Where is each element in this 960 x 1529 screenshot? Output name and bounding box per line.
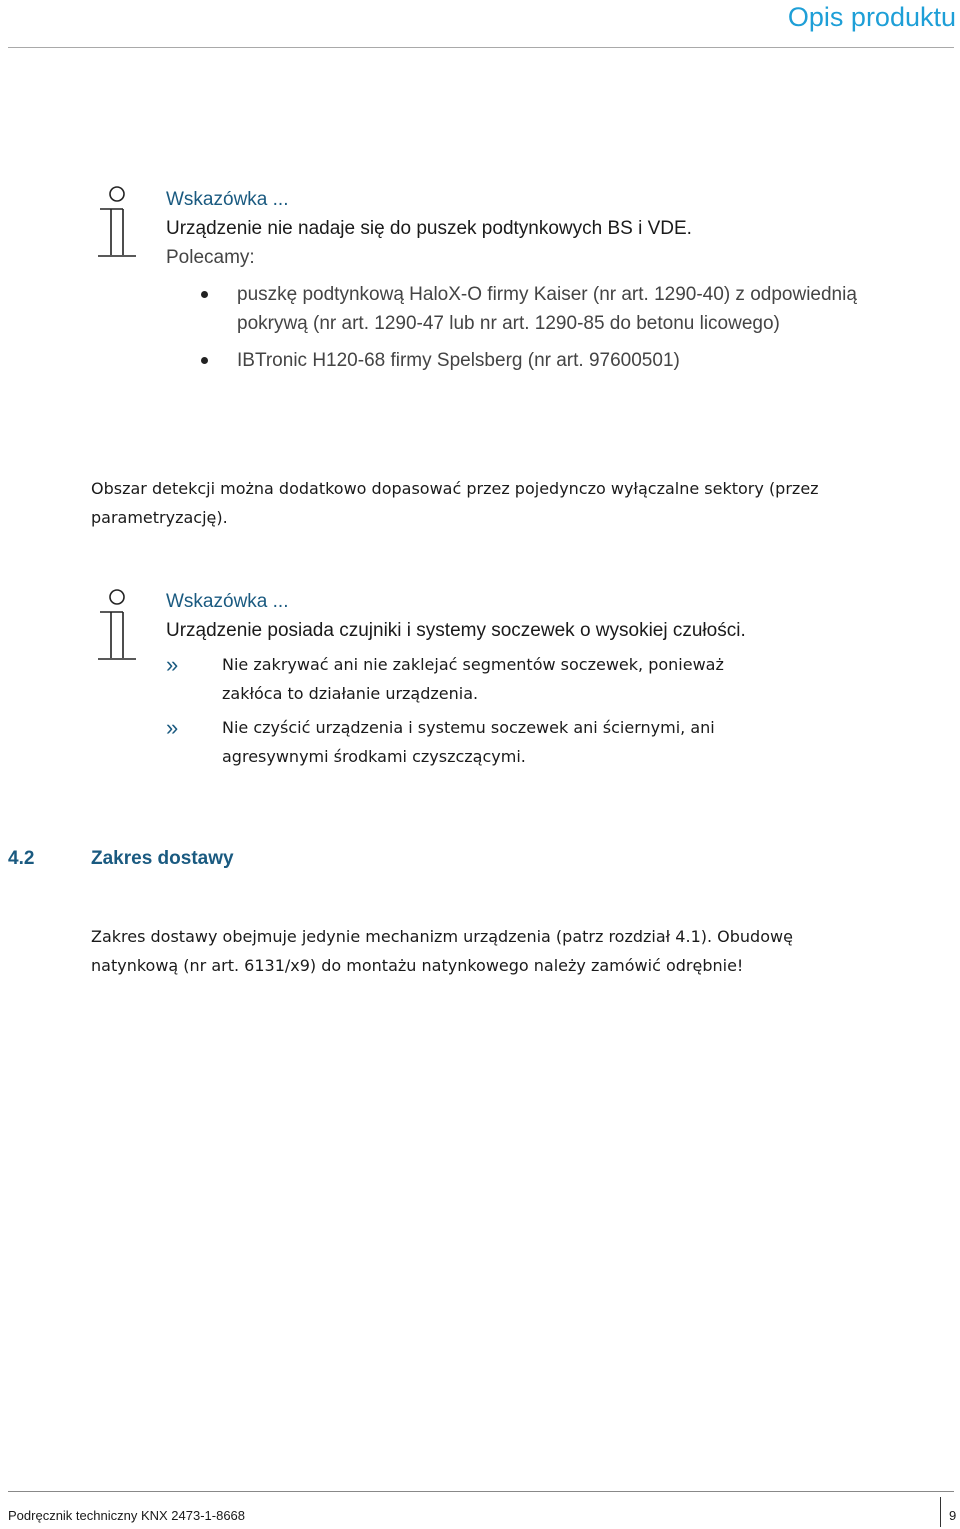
section-title: Zakres dostawy [91, 848, 234, 869]
double-chevron-right-icon: » [166, 652, 179, 677]
header-divider [8, 47, 954, 48]
section-number: 4.2 [8, 848, 35, 869]
note-2-line-1: Urządzenie posiada czujniki i systemy soczewek o wysokiej czułości. [166, 620, 746, 641]
footer-separator [940, 1497, 941, 1527]
bullet-dot-icon [201, 357, 208, 364]
note-2 [166, 587, 926, 771]
note-1-label: Wskazówka ... [166, 189, 289, 210]
info-person-icon [96, 185, 138, 259]
page-header-title: Opis produktu [787, 2, 956, 32]
list-item: puszkę podtynkową HaloX-O firmy Kaiser (nr art. 1290-40) z odpowiednią pokrywą (nr art. 1290-47 lub nr art. 1290-85 do betonu licowego) [166, 280, 866, 338]
double-chevron-right-icon: » [166, 715, 179, 740]
footer-divider [8, 1491, 954, 1492]
list-item: » Nie zakrywać ani nie zaklejać segmentów soczewek, ponieważ zakłóca to działanie urządzenia. [166, 652, 724, 703]
note-2-items [96, 650, 926, 771]
note-1-line-2: Polecamy: [166, 247, 255, 268]
paragraph-detection-area: Obszar detekcji można dodatkowo dopasować przez pojedynczo wyłączalne sektory (przez parametryzację). [91, 479, 819, 527]
list-item: IBTronic H120-68 firmy Spelsberg (nr art. 97600501) [166, 346, 866, 375]
note-1-bullets [0, 280, 866, 375]
note-2-label: Wskazówka ... [166, 591, 289, 612]
footer-manual-name: Podręcznik techniczny KNX 2473-1-8668 [8, 1508, 246, 1523]
list-item: » Nie czyścić urządzenia i systemu soczewek ani ściernymi, ani agresywnymi środkami czyszczącymi. [166, 715, 715, 766]
note-1-line-1: Urządzenie nie nadaje się do puszek podtynkowych BS i VDE. [166, 218, 692, 239]
bullet-dot-icon [201, 291, 208, 298]
paragraph-delivery-scope: Zakres dostawy obejmuje jedynie mechanizm urządzenia (patrz rozdział 4.1). Obudowę natynkową (nr art. 6131/x9) do montażu natynkowego należy zamówić odrębnie! [91, 927, 793, 975]
note-1 [166, 185, 866, 375]
page-number: 9 [949, 1508, 957, 1523]
